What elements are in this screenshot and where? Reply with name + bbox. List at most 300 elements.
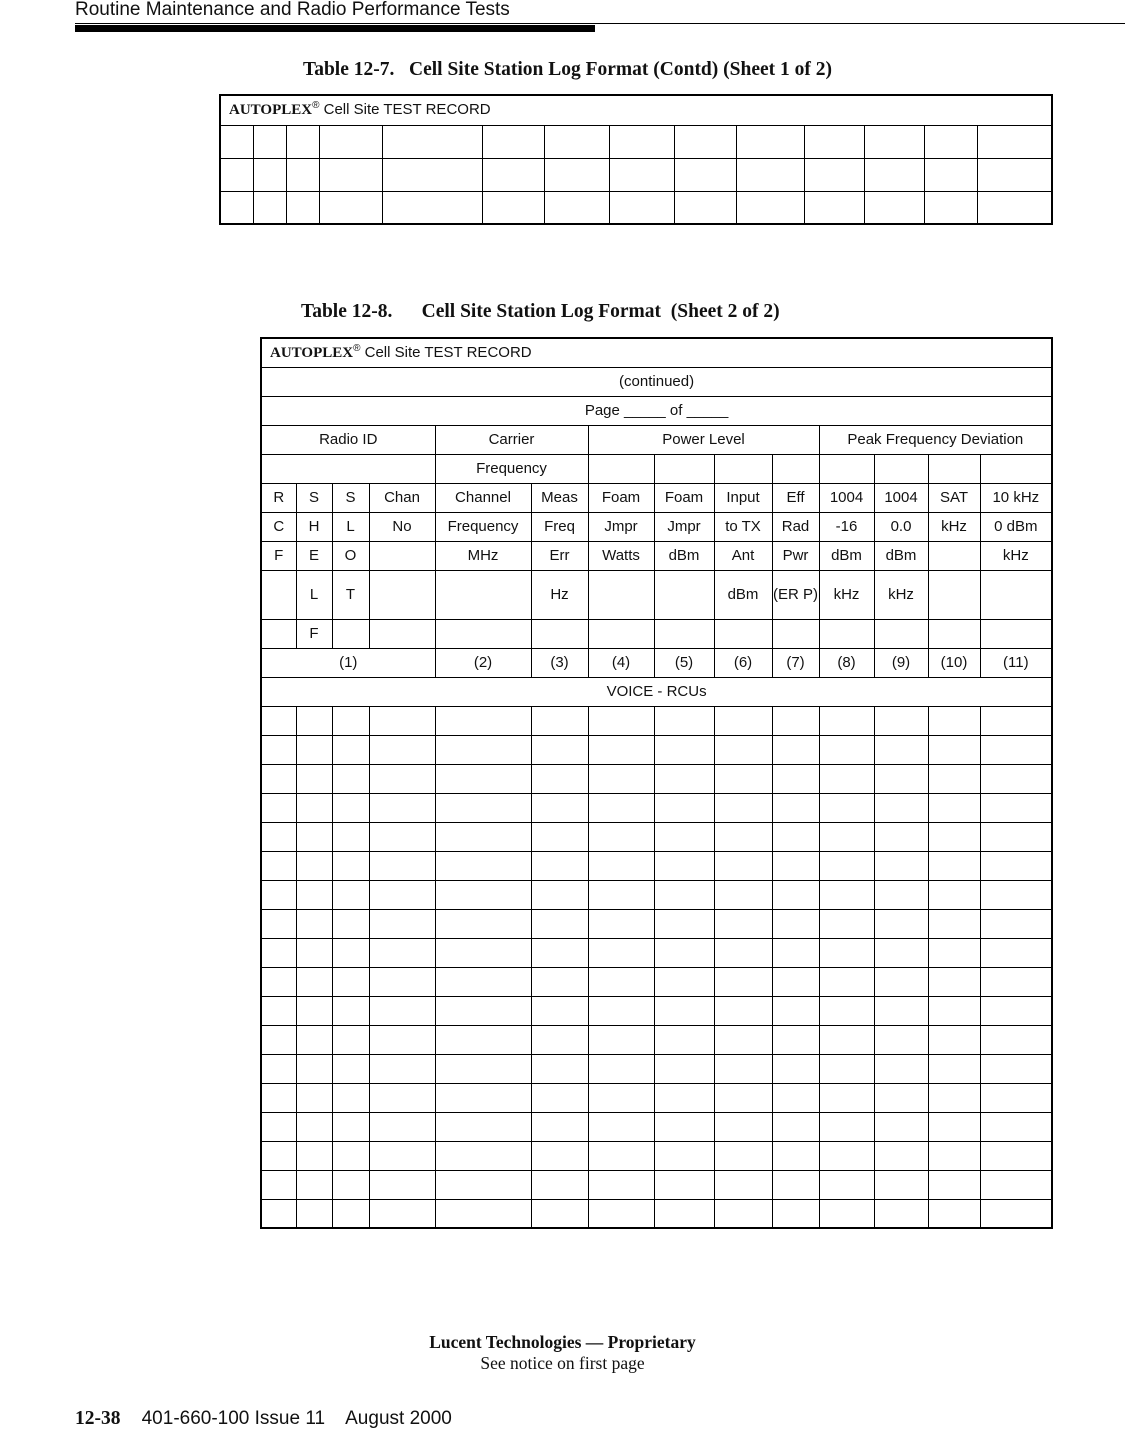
blank-log-cell bbox=[588, 1054, 654, 1083]
blank-log-cell bbox=[220, 125, 253, 158]
column-header-cell: (ER P) bbox=[772, 570, 819, 619]
blank-log-cell bbox=[819, 1170, 874, 1199]
table-7-caption: Table 12-7. Cell Site Station Log Format (Contd) (Sheet 1 of 2) bbox=[303, 59, 832, 80]
blank-log-cell bbox=[674, 125, 736, 158]
blank-log-cell bbox=[482, 191, 544, 224]
empty-cell bbox=[654, 454, 714, 483]
blank-log-cell bbox=[435, 1025, 531, 1054]
column-header-cell bbox=[588, 619, 654, 648]
blank-log-cell bbox=[714, 967, 772, 996]
blank-log-cell bbox=[928, 706, 980, 735]
blank-log-cell bbox=[654, 822, 714, 851]
column-header-cell: F bbox=[261, 541, 296, 570]
blank-log-row bbox=[261, 1199, 1052, 1228]
blank-log-cell bbox=[296, 1083, 332, 1112]
blank-log-cell bbox=[435, 851, 531, 880]
column-header-cell bbox=[654, 570, 714, 619]
table-8-caption: Table 12-8. Cell Site Station Log Format (Sheet 2 of 2) bbox=[301, 301, 780, 322]
blank-log-cell bbox=[220, 158, 253, 191]
blank-log-cell bbox=[980, 1199, 1052, 1228]
blank-log-cell bbox=[804, 191, 864, 224]
column-header-cell: Foam bbox=[654, 483, 714, 512]
blank-log-cell bbox=[654, 1170, 714, 1199]
blank-log-cell bbox=[928, 938, 980, 967]
blank-log-cell bbox=[654, 1141, 714, 1170]
blank-log-cell bbox=[296, 1141, 332, 1170]
blank-log-cell bbox=[819, 1025, 874, 1054]
blank-log-cell bbox=[369, 1170, 435, 1199]
blank-log-cell bbox=[654, 1083, 714, 1112]
blank-log-cell bbox=[736, 158, 804, 191]
blank-log-cell bbox=[874, 1199, 928, 1228]
blank-log-cell bbox=[435, 1170, 531, 1199]
column-header-cell bbox=[261, 570, 296, 619]
blank-log-cell bbox=[296, 793, 332, 822]
blank-log-cell bbox=[369, 967, 435, 996]
blank-log-cell bbox=[819, 938, 874, 967]
blank-log-cell bbox=[928, 1054, 980, 1083]
column-header-cell: Watts bbox=[588, 541, 654, 570]
column-header-cell: L bbox=[296, 570, 332, 619]
blank-log-cell bbox=[544, 158, 609, 191]
column-header-cell: dBm bbox=[654, 541, 714, 570]
column-header-cell: S bbox=[332, 483, 369, 512]
blank-log-cell bbox=[531, 706, 588, 735]
blank-log-cell bbox=[296, 706, 332, 735]
column-header-cell: Pwr bbox=[772, 541, 819, 570]
column-header-cell: SAT bbox=[928, 483, 980, 512]
blank-log-cell bbox=[369, 822, 435, 851]
column-header-cell: 0.0 bbox=[874, 512, 928, 541]
empty-cell bbox=[714, 454, 772, 483]
column-header-cell bbox=[369, 570, 435, 619]
blank-log-cell bbox=[819, 1054, 874, 1083]
blank-log-cell bbox=[819, 1199, 874, 1228]
blank-log-cell bbox=[714, 793, 772, 822]
blank-log-row bbox=[261, 1112, 1052, 1141]
blank-log-cell bbox=[714, 1141, 772, 1170]
blank-log-row bbox=[261, 851, 1052, 880]
blank-log-cell bbox=[261, 1141, 296, 1170]
blank-log-cell bbox=[261, 1054, 296, 1083]
column-header-cell bbox=[928, 570, 980, 619]
running-header-title: Routine Maintenance and Radio Performance Tests bbox=[75, 0, 510, 20]
blank-log-cell bbox=[714, 1170, 772, 1199]
blank-log-cell bbox=[874, 909, 928, 938]
blank-log-cell bbox=[928, 735, 980, 764]
blank-log-row bbox=[261, 938, 1052, 967]
blank-log-cell bbox=[928, 1112, 980, 1141]
blank-log-cell bbox=[319, 158, 382, 191]
blank-log-cell bbox=[874, 996, 928, 1025]
blank-log-cell bbox=[772, 1025, 819, 1054]
blank-log-cell bbox=[332, 793, 369, 822]
column-header-cell bbox=[588, 570, 654, 619]
blank-log-cell bbox=[772, 851, 819, 880]
blank-log-cell bbox=[435, 996, 531, 1025]
column-header-cell: dBm bbox=[874, 541, 928, 570]
column-header-cell bbox=[531, 619, 588, 648]
blank-log-cell bbox=[261, 706, 296, 735]
blank-log-row bbox=[261, 909, 1052, 938]
blank-log-cell bbox=[435, 1083, 531, 1112]
brand-name: AUTOPLEX bbox=[229, 102, 313, 119]
group-power-level: Power Level bbox=[588, 425, 819, 454]
blank-log-cell bbox=[980, 1054, 1052, 1083]
blank-log-cell bbox=[980, 764, 1052, 793]
blank-log-cell bbox=[435, 909, 531, 938]
blank-log-cell bbox=[819, 880, 874, 909]
empty-cell bbox=[980, 454, 1052, 483]
blank-log-cell bbox=[819, 851, 874, 880]
blank-log-cell bbox=[261, 967, 296, 996]
blank-log-cell bbox=[928, 996, 980, 1025]
blank-log-cell bbox=[654, 1054, 714, 1083]
footer-notice: See notice on first page bbox=[480, 1353, 645, 1373]
column-header-cell bbox=[369, 619, 435, 648]
column-header-cell: Rad bbox=[772, 512, 819, 541]
blank-log-cell bbox=[714, 909, 772, 938]
column-number: (10) bbox=[928, 648, 980, 677]
blank-log-cell bbox=[531, 1141, 588, 1170]
column-header-cell: F bbox=[296, 619, 332, 648]
blank-log-cell bbox=[261, 996, 296, 1025]
blank-log-cell bbox=[296, 880, 332, 909]
column-header-cell: 1004 bbox=[874, 483, 928, 512]
blank-log-cell bbox=[332, 1025, 369, 1054]
blank-log-cell bbox=[874, 1112, 928, 1141]
blank-log-cell bbox=[369, 706, 435, 735]
blank-log-cell bbox=[674, 158, 736, 191]
blank-log-cell bbox=[980, 793, 1052, 822]
blank-log-cell bbox=[980, 851, 1052, 880]
blank-log-cell bbox=[674, 191, 736, 224]
blank-log-cell bbox=[369, 764, 435, 793]
blank-log-cell bbox=[369, 909, 435, 938]
column-header-cell bbox=[980, 570, 1052, 619]
blank-log-cell bbox=[253, 125, 286, 158]
table-7 bbox=[219, 94, 1053, 225]
blank-log-cell bbox=[332, 706, 369, 735]
blank-log-cell bbox=[435, 793, 531, 822]
blank-log-cell bbox=[714, 1083, 772, 1112]
blank-log-cell bbox=[654, 996, 714, 1025]
blank-log-cell bbox=[980, 967, 1052, 996]
blank-log-cell bbox=[544, 125, 609, 158]
blank-log-cell bbox=[980, 909, 1052, 938]
column-header-cell: Ant bbox=[714, 541, 772, 570]
column-header-cell: 1004 bbox=[819, 483, 874, 512]
blank-log-cell bbox=[369, 1112, 435, 1141]
blank-log-cell bbox=[369, 938, 435, 967]
column-header-cell: L bbox=[332, 512, 369, 541]
blank-log-cell bbox=[261, 938, 296, 967]
blank-log-cell bbox=[772, 938, 819, 967]
blank-log-cell bbox=[261, 1199, 296, 1228]
blank-log-cell bbox=[531, 1199, 588, 1228]
blank-log-cell bbox=[531, 764, 588, 793]
blank-log-cell bbox=[980, 938, 1052, 967]
column-header-cell: dBm bbox=[714, 570, 772, 619]
column-header-cell bbox=[819, 619, 874, 648]
blank-log-cell bbox=[928, 967, 980, 996]
blank-log-cell bbox=[382, 125, 482, 158]
blank-log-cell bbox=[296, 996, 332, 1025]
blank-log-cell bbox=[924, 125, 977, 158]
blank-log-cell bbox=[588, 1025, 654, 1054]
column-number: (3) bbox=[531, 648, 588, 677]
column-header-cell bbox=[980, 619, 1052, 648]
blank-log-cell bbox=[874, 851, 928, 880]
blank-log-cell bbox=[864, 125, 924, 158]
blank-log-cell bbox=[319, 191, 382, 224]
blank-log-row bbox=[261, 967, 1052, 996]
blank-log-cell bbox=[261, 764, 296, 793]
blank-log-cell bbox=[332, 851, 369, 880]
blank-log-cell bbox=[980, 1025, 1052, 1054]
blank-log-cell bbox=[654, 735, 714, 764]
column-header-cell: Chan bbox=[369, 483, 435, 512]
blank-log-cell bbox=[369, 851, 435, 880]
column-number: (11) bbox=[980, 648, 1052, 677]
column-header-cell: to TX bbox=[714, 512, 772, 541]
blank-log-cell bbox=[369, 1141, 435, 1170]
column-header-cell bbox=[772, 619, 819, 648]
registered-mark: ® bbox=[312, 100, 320, 112]
blank-log-cell bbox=[714, 880, 772, 909]
blank-log-cell bbox=[928, 822, 980, 851]
blank-log-cell bbox=[772, 1054, 819, 1083]
blank-log-cell bbox=[253, 158, 286, 191]
blank-log-cell bbox=[369, 1083, 435, 1112]
blank-log-cell bbox=[772, 1141, 819, 1170]
column-header-cell: E bbox=[296, 541, 332, 570]
column-header-cell bbox=[435, 619, 531, 648]
continued-label: (continued) bbox=[261, 367, 1052, 396]
column-header-cell: C bbox=[261, 512, 296, 541]
blank-log-cell bbox=[977, 191, 1052, 224]
blank-log-cell bbox=[369, 735, 435, 764]
blank-log-cell bbox=[804, 125, 864, 158]
page-of-line: Page _____ of _____ bbox=[261, 396, 1052, 425]
blank-log-cell bbox=[864, 158, 924, 191]
blank-log-cell bbox=[588, 764, 654, 793]
blank-log-cell bbox=[435, 1112, 531, 1141]
group-peak-frequency-deviation: Peak Frequency Deviation bbox=[819, 425, 1052, 454]
column-header-cell bbox=[435, 570, 531, 619]
blank-log-cell bbox=[714, 851, 772, 880]
blank-log-cell bbox=[261, 1083, 296, 1112]
blank-log-cell bbox=[819, 793, 874, 822]
blank-log-cell bbox=[980, 735, 1052, 764]
blank-log-cell bbox=[772, 822, 819, 851]
blank-log-row bbox=[261, 735, 1052, 764]
blank-log-cell bbox=[819, 967, 874, 996]
blank-log-cell bbox=[435, 967, 531, 996]
blank-log-cell bbox=[928, 1199, 980, 1228]
blank-log-cell bbox=[654, 1025, 714, 1054]
blank-log-cell bbox=[654, 880, 714, 909]
blank-log-cell bbox=[588, 735, 654, 764]
group-carrier: Carrier bbox=[435, 425, 588, 454]
blank-log-cell bbox=[588, 1170, 654, 1199]
running-header bbox=[75, 0, 1125, 24]
blank-log-cell bbox=[332, 1199, 369, 1228]
footer-page-info bbox=[75, 1408, 452, 1430]
column-header-cell: MHz bbox=[435, 541, 531, 570]
blank-log-cell bbox=[977, 125, 1052, 158]
blank-log-cell bbox=[435, 764, 531, 793]
blank-log-cell bbox=[261, 909, 296, 938]
column-header-cell bbox=[369, 541, 435, 570]
blank-log-cell bbox=[819, 822, 874, 851]
blank-log-cell bbox=[588, 1199, 654, 1228]
column-header-cell: Meas bbox=[531, 483, 588, 512]
blank-log-cell bbox=[332, 996, 369, 1025]
blank-log-cell bbox=[531, 822, 588, 851]
document-info: 401-660-100 Issue 11 August 2000 bbox=[120, 1408, 452, 1429]
blank-log-cell bbox=[253, 191, 286, 224]
blank-log-cell bbox=[588, 706, 654, 735]
blank-log-cell bbox=[980, 996, 1052, 1025]
blank-log-cell bbox=[544, 191, 609, 224]
blank-log-cell bbox=[874, 735, 928, 764]
blank-log-cell bbox=[654, 938, 714, 967]
blank-log-cell bbox=[332, 938, 369, 967]
blank-log-cell bbox=[980, 880, 1052, 909]
table-8 bbox=[260, 337, 1053, 1229]
blank-log-cell bbox=[261, 1112, 296, 1141]
column-number: (7) bbox=[772, 648, 819, 677]
column-header-row bbox=[261, 541, 1052, 570]
blank-log-cell bbox=[874, 822, 928, 851]
column-header-row bbox=[261, 483, 1052, 512]
blank-log-cell bbox=[874, 1054, 928, 1083]
blank-log-cell bbox=[980, 1112, 1052, 1141]
blank-log-cell bbox=[531, 996, 588, 1025]
blank-log-row bbox=[220, 158, 1052, 191]
blank-log-cell bbox=[369, 1054, 435, 1083]
blank-log-cell bbox=[819, 1112, 874, 1141]
blank-log-cell bbox=[588, 1083, 654, 1112]
column-header-cell: O bbox=[332, 541, 369, 570]
column-header-row bbox=[261, 570, 1052, 619]
blank-log-cell bbox=[369, 793, 435, 822]
column-header-row bbox=[261, 512, 1052, 541]
column-header-cell bbox=[332, 619, 369, 648]
blank-log-cell bbox=[332, 1170, 369, 1199]
blank-log-cell bbox=[588, 967, 654, 996]
blank-log-cell bbox=[819, 1083, 874, 1112]
blank-log-cell bbox=[296, 1199, 332, 1228]
blank-log-cell bbox=[654, 851, 714, 880]
column-header-cell: No bbox=[369, 512, 435, 541]
blank-log-cell bbox=[874, 1025, 928, 1054]
blank-log-row bbox=[261, 880, 1052, 909]
blank-log-cell bbox=[531, 1083, 588, 1112]
blank-log-row bbox=[261, 1025, 1052, 1054]
blank-log-cell bbox=[332, 1112, 369, 1141]
blank-log-cell bbox=[531, 1025, 588, 1054]
blank-log-cell bbox=[261, 793, 296, 822]
blank-log-cell bbox=[296, 909, 332, 938]
blank-log-cell bbox=[654, 1112, 714, 1141]
blank-log-cell bbox=[928, 1170, 980, 1199]
blank-log-row bbox=[261, 1170, 1052, 1199]
section-voice-rcus: VOICE - RCUs bbox=[261, 677, 1052, 706]
blank-log-cell bbox=[286, 191, 319, 224]
empty-cell bbox=[261, 454, 435, 483]
column-header-cell: Channel bbox=[435, 483, 531, 512]
column-header-cell: -16 bbox=[819, 512, 874, 541]
blank-log-row bbox=[261, 793, 1052, 822]
blank-log-cell bbox=[588, 1141, 654, 1170]
table-8-title bbox=[261, 338, 1052, 367]
blank-log-cell bbox=[819, 764, 874, 793]
blank-log-cell bbox=[874, 880, 928, 909]
column-header-cell: dBm bbox=[819, 541, 874, 570]
column-header-cell: 10 kHz bbox=[980, 483, 1052, 512]
registered-mark: ® bbox=[353, 342, 361, 354]
blank-log-cell bbox=[588, 1112, 654, 1141]
blank-log-cell bbox=[296, 1112, 332, 1141]
blank-log-cell bbox=[772, 967, 819, 996]
blank-log-cell bbox=[874, 764, 928, 793]
blank-log-cell bbox=[736, 125, 804, 158]
blank-log-cell bbox=[531, 851, 588, 880]
blank-log-cell bbox=[772, 735, 819, 764]
blank-log-cell bbox=[296, 822, 332, 851]
column-number: (5) bbox=[654, 648, 714, 677]
blank-log-cell bbox=[296, 1054, 332, 1083]
column-number: (1) bbox=[261, 648, 435, 677]
blank-log-cell bbox=[531, 735, 588, 764]
column-number: (4) bbox=[588, 648, 654, 677]
blank-log-row bbox=[220, 125, 1052, 158]
column-header-cell bbox=[714, 619, 772, 648]
blank-log-cell bbox=[980, 1083, 1052, 1112]
blank-log-cell bbox=[819, 909, 874, 938]
blank-log-cell bbox=[714, 706, 772, 735]
blank-log-row bbox=[261, 706, 1052, 735]
blank-log-cell bbox=[980, 1170, 1052, 1199]
column-number: (8) bbox=[819, 648, 874, 677]
blank-log-cell bbox=[435, 1199, 531, 1228]
blank-log-cell bbox=[296, 764, 332, 793]
blank-log-cell bbox=[332, 764, 369, 793]
column-header-cell: Err bbox=[531, 541, 588, 570]
empty-cell bbox=[772, 454, 819, 483]
blank-log-cell bbox=[928, 1025, 980, 1054]
group-radio-id: Radio ID bbox=[261, 425, 435, 454]
blank-log-cell bbox=[772, 880, 819, 909]
table-8-title-text: Cell Site TEST RECORD bbox=[360, 343, 532, 361]
blank-log-cell bbox=[654, 706, 714, 735]
blank-log-cell bbox=[531, 793, 588, 822]
blank-log-cell bbox=[874, 938, 928, 967]
blank-log-cell bbox=[261, 880, 296, 909]
table-7-title bbox=[220, 95, 1052, 125]
blank-log-cell bbox=[369, 1025, 435, 1054]
blank-log-cell bbox=[874, 706, 928, 735]
page-number: 12-38 bbox=[75, 1408, 121, 1429]
table-7-title-text: Cell Site TEST RECORD bbox=[319, 101, 491, 119]
blank-log-cell bbox=[772, 764, 819, 793]
column-header-cell: Jmpr bbox=[654, 512, 714, 541]
blank-log-cell bbox=[772, 909, 819, 938]
blank-log-cell bbox=[874, 967, 928, 996]
blank-log-cell bbox=[332, 822, 369, 851]
